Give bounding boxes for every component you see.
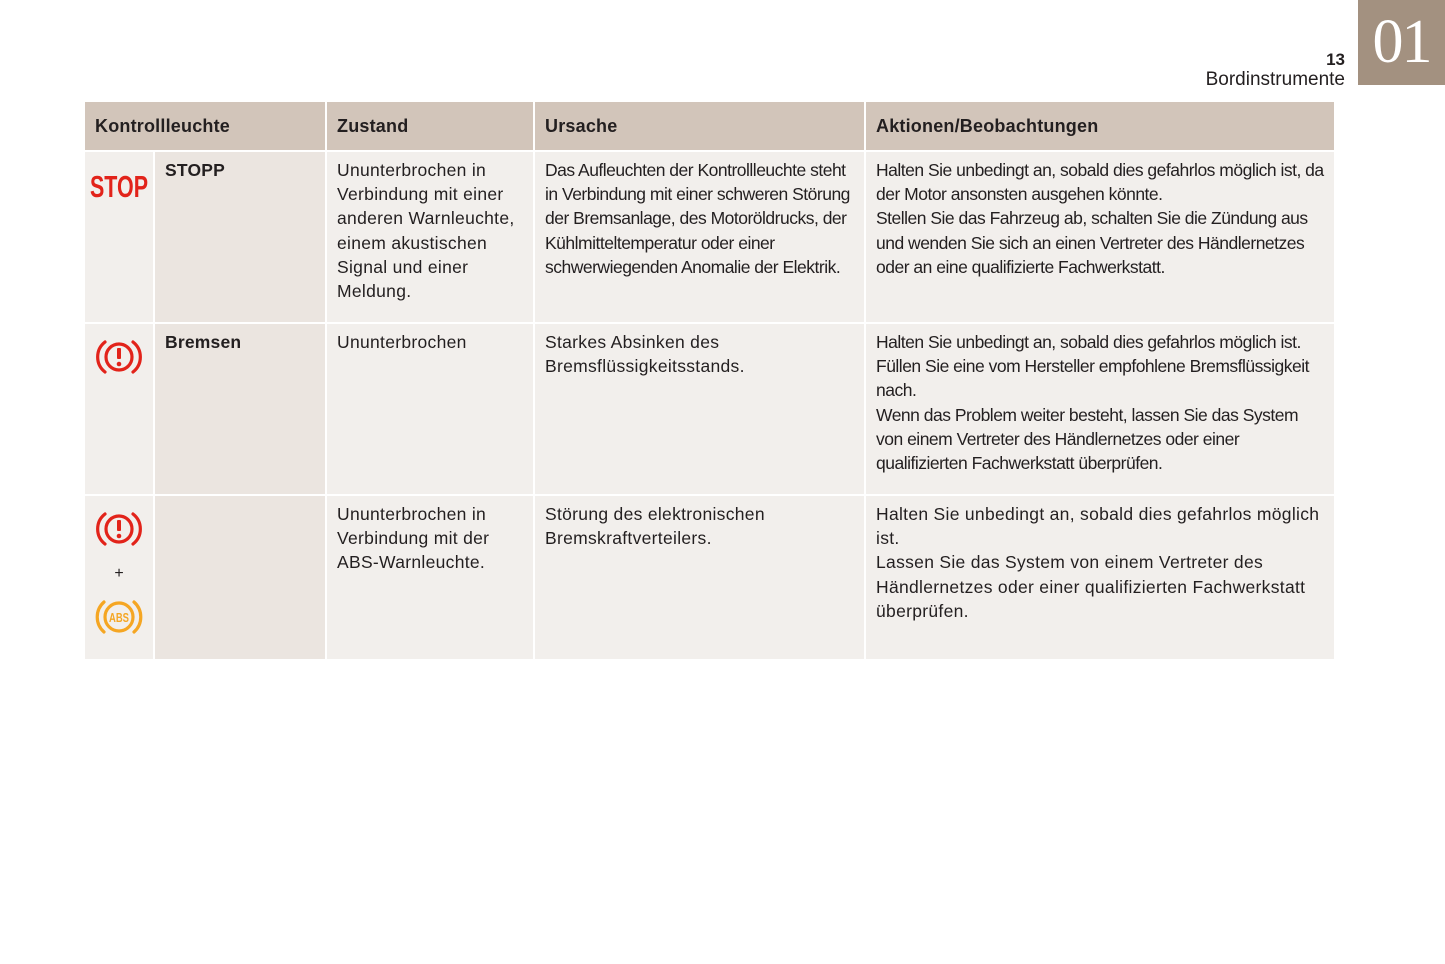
column-header-ursache: Ursache: [535, 102, 864, 150]
table-row-icon-cell: [85, 152, 153, 322]
column-header-kontrollleuchte: Kontrollleuchte: [85, 102, 325, 150]
warning-lights-table: [85, 102, 1332, 659]
aktion-text: Halten Sie unbedingt an, sobald dies gefahrlos möglich ist.: [876, 504, 1320, 549]
aktion-text: Füllen Sie eine vom Hersteller empfohlene Bremsflüssigkeit nach.: [876, 356, 1310, 401]
svg-text:STOP: STOP: [90, 169, 148, 204]
warning-name: STOPP: [155, 152, 325, 322]
aktion-text: Lassen Sie das System von einem Vertreter des Händlernetzes oder einer qualifizierten Fachwerkstatt überprüfen.: [876, 552, 1306, 621]
warning-name: [155, 496, 325, 659]
ursache-cell: Das Aufleuchten der Kontrollleuchte steht in Verbindung mit einer schweren Störung der Bremsanlage, des Motoröldrucks, der Kühlmitteltemperatur oder einer schwerwiegenden Anomalie der Elektrik.: [535, 152, 864, 322]
table-row-icon-cell: [85, 496, 153, 659]
table-row-icon-cell: [85, 324, 153, 494]
column-header-zustand: Zustand: [327, 102, 533, 150]
plus-sign: +: [114, 565, 124, 582]
section-title: Bordinstrumente: [1205, 69, 1345, 90]
zustand-cell: Ununterbrochen in Verbindung mit der ABS-Warnleuchte.: [327, 496, 533, 659]
brake-warning-icon: [93, 506, 145, 552]
aktionen-cell: [866, 152, 1334, 322]
zustand-cell: Ununterbrochen in Verbindung mit einer anderen Warnleuchte, einem akustischen Signal und einer Meldung.: [327, 152, 533, 322]
page-number: 13: [1326, 50, 1345, 69]
brake-warning-icon: [93, 334, 145, 380]
chapter-tab: 01: [1358, 0, 1445, 85]
aktionen-cell: [866, 496, 1334, 659]
column-header-aktionen: Aktionen/Beobachtungen: [866, 102, 1334, 150]
zustand-cell: Ununterbrochen: [327, 324, 533, 494]
aktion-text: Stellen Sie das Fahrzeug ab, schalten Sie die Zündung aus und wenden Sie sich an einen Vertreter des Händlernetzes oder an eine qualifizierte Fachwerkstatt.: [876, 208, 1308, 277]
ursache-cell: Starkes Absinken des Bremsflüssigkeitsstands.: [535, 324, 864, 494]
abs-warning-icon: [91, 594, 147, 640]
aktion-text: Wenn das Problem weiter besteht, lassen Sie das System von einem Vertreter des Händlernetzes oder einer qualifizierten Fachwerkstatt überprüfen.: [876, 404, 1299, 474]
aktion-text: Halten Sie unbedingt an, sobald dies gefahrlos möglich ist.: [876, 332, 1301, 352]
aktion-text: Halten Sie unbedingt an, sobald dies gefahrlos möglich ist, da der Motor ansonsten ausgehen könnte.: [876, 160, 1324, 205]
stop-icon: [88, 162, 150, 206]
warning-name: Bremsen: [155, 324, 325, 494]
ursache-cell: Störung des elektronischen Bremskraftverteilers.: [535, 496, 864, 659]
aktionen-cell: [866, 324, 1334, 494]
svg-text:ABS: ABS: [109, 610, 130, 626]
